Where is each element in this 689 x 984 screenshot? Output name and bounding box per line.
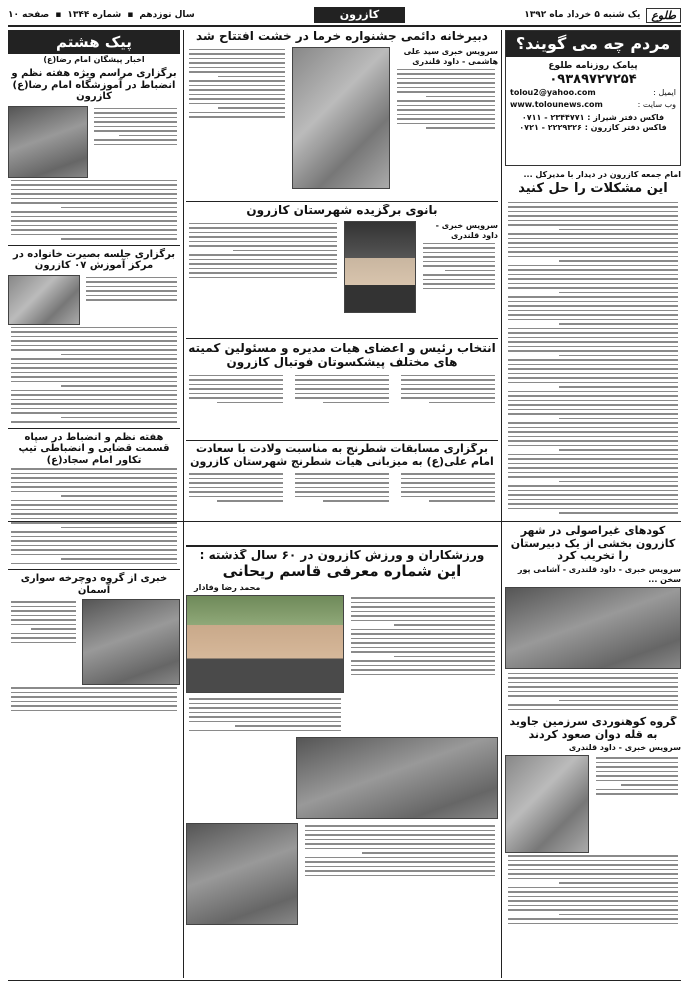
sport60-author: محمد رضا وفادار [194, 583, 261, 593]
mountain-body-text [593, 755, 681, 853]
farming-photo [505, 587, 681, 669]
mountain-byline: سرویس خبری - داود قلندری [568, 743, 681, 753]
header-year: سال نوزدهم [139, 10, 195, 20]
cycling-title: خبری از گروه دوچرخه سواری آسمان [20, 573, 168, 596]
sport60-body-text-3 [302, 823, 498, 925]
parents-body-text-2 [8, 325, 180, 425]
sport60-title-2: این شماره معرفی قاسم ریحانی [222, 561, 462, 580]
football-body-text [398, 373, 498, 406]
people-box [505, 30, 681, 166]
week-order-body-text [8, 466, 180, 566]
chess-article [186, 443, 498, 543]
sms-label: پیامک روزنامه طلوع [548, 61, 638, 71]
email-value: tolou2@yahoo.com [510, 88, 596, 97]
team-photo-2 [186, 823, 298, 925]
kazerun-fax: فاکس دفتر کازرون : ۲۲۲۹۳۲۶ - ۰۷۲۱ [519, 123, 667, 132]
left-column [8, 30, 180, 978]
imam-reza-body-text-2 [8, 178, 180, 242]
farming-title: کودهای غیراصولی در شهر کازرون بخشی از یک دبیرستان را تخریب کرد [510, 525, 676, 563]
problem-article [505, 170, 681, 518]
secretariat-title: دبیرخانه دائمی جشنواره خرما در خشت افتتاح شد [196, 30, 488, 43]
cycling-photo [82, 599, 180, 685]
parents-title: برگزاری جلسه بصیرت خانواده در مرکز آموزش ۰۷ کازرون [12, 248, 176, 271]
email-label: ایمیل : [653, 88, 676, 97]
farming-article [505, 525, 681, 713]
girl-byline: سرویس خبری - داود قلندری [435, 220, 498, 240]
team-photo-1 [296, 737, 498, 819]
chess-body-text-3 [186, 471, 286, 504]
imam-reza-photo [8, 106, 88, 178]
secretariat-byline: سرویس خبری سید علی هاشمی - داود قلندری [403, 46, 498, 66]
mountain-title: گروه کوهنوردی سرزمین جاوید به قله دوان صعود کردند [509, 716, 677, 741]
shiraz-fax: فاکس دفتر شیراز : ۲۳۴۴۷۷۱ - ۰۷۱۱ [521, 113, 665, 122]
chess-body-text [398, 471, 498, 504]
problem-intro: امام جمعه کازرون در دیدار با مدیرکل ... [523, 170, 681, 179]
parents-body-text [83, 275, 180, 325]
chess-body-text-2 [292, 471, 392, 504]
people-box-title: مردم چه می گویند؟ [506, 31, 680, 57]
football-body-text-2 [292, 373, 392, 406]
square-icon: ▪ [55, 10, 62, 20]
week-title: پیک هشتم [8, 30, 180, 54]
problem-title: این مشکلات را حل کنید [518, 181, 668, 196]
week-order-title: هفته نظم و انضباط در سپاه قسمت قضایی و انضباطی تیپ تکاور امام سجاد(ع) [18, 431, 170, 466]
girl-body-text [420, 241, 498, 292]
girl-photo [344, 221, 416, 313]
girl-body-text-2 [186, 221, 340, 313]
week-subtitle: اخبار پیشگان امام رضا(ع) [43, 55, 145, 64]
header-section [314, 7, 405, 23]
football-body-text-3 [186, 373, 286, 406]
mountain-body-text-2 [505, 853, 681, 926]
sport60-title-1: ورزشکاران و ورزش کازرون در ۶۰ سال گذشته : [199, 549, 485, 562]
header-issue: شماره ۱۳۴۴ [67, 10, 122, 20]
header-bar [8, 6, 681, 24]
farming-body-text [505, 671, 681, 713]
mountain-article [505, 716, 681, 978]
football-article [186, 342, 498, 438]
secretariat-body-text [394, 67, 498, 131]
square-icon: ▪ [127, 10, 134, 20]
secretariat-body-text-2 [186, 47, 288, 189]
web-label: وب سایت : [637, 100, 676, 109]
secretariat-article [186, 30, 498, 200]
chess-title: برگزاری مسابقات شطرنج به مناسبت ولادت با سعادت امام علی(ع) به میزبانی هیات شطرنج شهرستان کازرون [190, 443, 494, 468]
sport60-body-text-2 [186, 696, 344, 733]
sport60-article [186, 549, 498, 978]
sport60-body-text [348, 595, 498, 677]
girl-article [186, 204, 498, 336]
sport60-portrait-photo [186, 595, 344, 693]
sms-number: ۰۹۳۸۹۷۲۷۲۵۴ [549, 72, 637, 87]
parents-photo [8, 275, 80, 325]
problem-body-text [505, 200, 681, 516]
website-value: www.tolounews.com [510, 100, 603, 109]
mountain-photo [505, 755, 589, 853]
girl-title: بانوی برگزیده شهرستان کازرون [246, 204, 438, 217]
section-name: کازرون [339, 8, 380, 21]
cycling-body-text [8, 599, 79, 685]
header-logo: طلوع [646, 8, 681, 23]
header-date: یک شنبه ۵ خرداد ماه ۱۳۹۲ [524, 10, 641, 20]
cycling-body-text-2 [8, 685, 180, 713]
farming-byline: سرویس خبری - داود قلندری - آشامی پور سخن ... [517, 564, 681, 584]
imam-reza-title: برگزاری مراسم ویژه هفته نظم و انضباط در آموزشگاه امام رضا(ع) کازرون [11, 68, 177, 102]
header-page: صفحه ۱۰ [8, 10, 50, 20]
secretariat-photo [292, 47, 390, 189]
imam-reza-body-text [91, 106, 180, 178]
football-title: انتخاب رئیس و اعضای هیات مدیره و مسئولین کمیته های مختلف پیشکسوتان فوتبال کازرون [188, 342, 496, 369]
